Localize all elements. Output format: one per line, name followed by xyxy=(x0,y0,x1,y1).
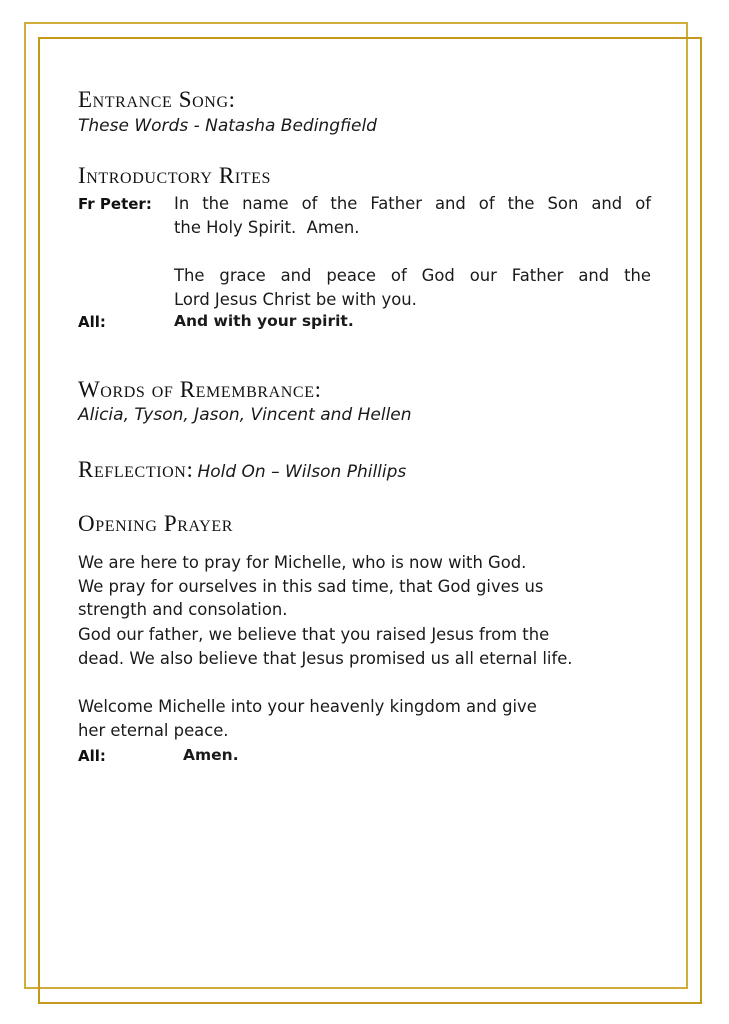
all-response: And with your spirit. xyxy=(174,312,354,330)
prayer-all-response: Amen. xyxy=(183,746,239,764)
prayer-line-6: Welcome Michelle into your heavenly kingdom and give xyxy=(78,697,537,716)
opening-prayer-heading: Opening Prayer xyxy=(78,511,233,536)
entrance-song-heading: Entrance Song: xyxy=(78,87,236,112)
words-of-remembrance-heading: Words of Remembrance: xyxy=(78,377,322,402)
priest-line-2: the Holy Spirit. Amen. xyxy=(174,218,360,237)
prayer-line-5: dead. We also believe that Jesus promised us all eternal life. xyxy=(78,649,573,668)
prayer-line-1: We are here to pray for Michelle, who is now with God. xyxy=(78,553,527,572)
prayer-line-3: strength and consolation. xyxy=(78,600,288,619)
prayer-line-7: her eternal peace. xyxy=(78,721,229,740)
priest-line-3: The grace and peace of God our Father and the xyxy=(174,266,651,285)
prayer-all-label: All: xyxy=(78,747,106,765)
introductory-rites-heading: Introductory Rites xyxy=(78,163,272,188)
priest-line-4: Lord Jesus Christ be with you. xyxy=(174,290,417,309)
reflection-line xyxy=(78,458,406,481)
reflection-song: Hold On – Wilson Phillips xyxy=(197,462,407,482)
entrance-song-title: These Words - Natasha Bedingfield xyxy=(78,116,377,136)
priest-line-1: In the name of the Father and of the Son and of xyxy=(174,194,651,213)
prayer-line-2: We pray for ourselves in this sad time, that God gives us xyxy=(78,577,544,596)
reflection-heading: Reflection: xyxy=(78,457,194,482)
all-label: All: xyxy=(78,313,106,331)
prayer-line-4: God our father, we believe that you raised Jesus from the xyxy=(78,625,550,644)
priest-label: Fr Peter: xyxy=(78,195,152,213)
remembrance-speakers: Alicia, Tyson, Jason, Vincent and Hellen xyxy=(78,405,412,425)
